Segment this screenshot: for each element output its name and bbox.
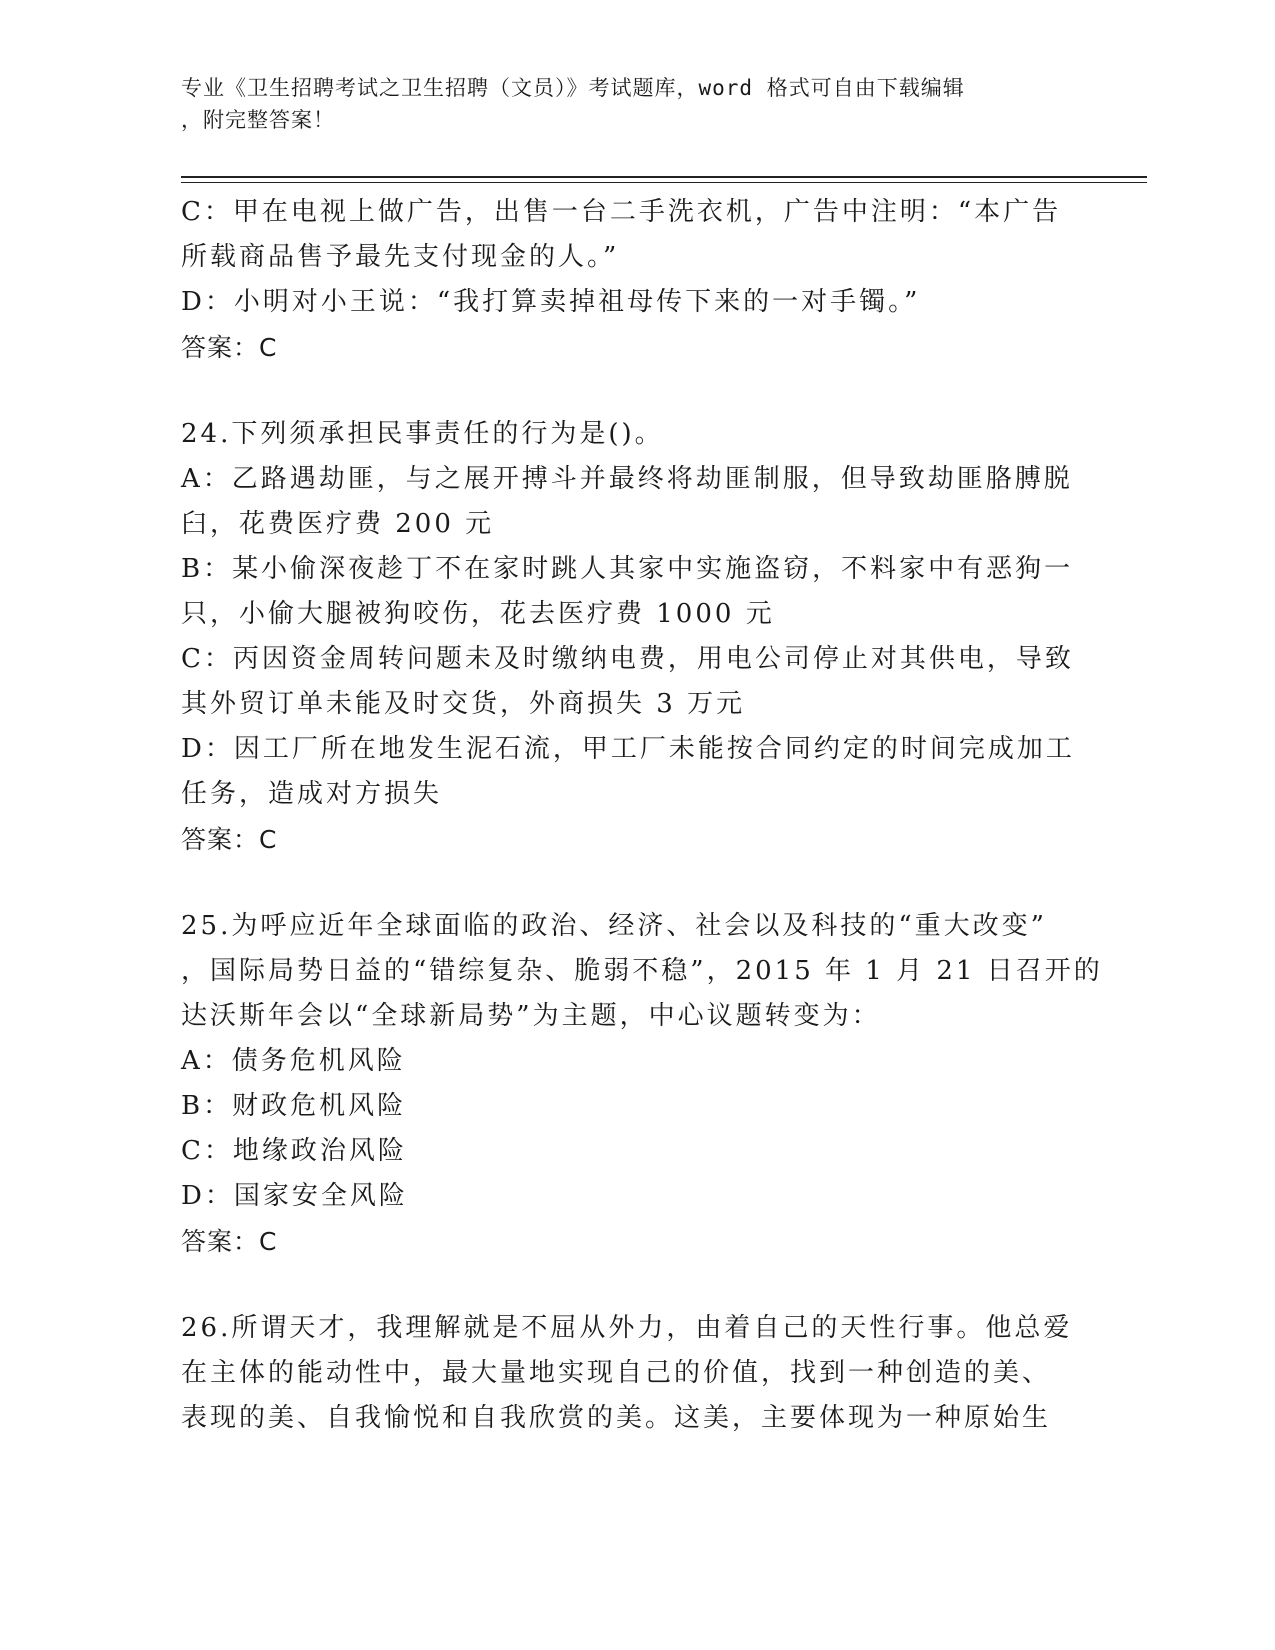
option-a-line: A：债务危机风险 — [181, 1046, 406, 1076]
option-b-line: B：某小偷深夜趁丁不在家时跳人其家中实施盗窃，不料家中有恶狗一 — [181, 554, 1074, 584]
header-line-2: ，附完整答案！ — [181, 108, 335, 132]
question-stem: 表现的美、自我愉悦和自我欣赏的美。这美，主要体现为一种原始生 — [181, 1403, 1052, 1433]
question-25 — [181, 904, 1103, 1264]
option-c-line: C：丙因资金周转问题未及时缴纳电费，用电公司停止对其供电，导致 — [181, 644, 1074, 674]
option-c-line: C：甲在电视上做广告，出售一台二手洗衣机，广告中注明：“本广告 — [181, 197, 1062, 227]
header-divider-thin — [181, 182, 1147, 183]
option-a-line: 臼，花费医疗费 200 元 — [181, 509, 495, 539]
question-24 — [181, 412, 1081, 862]
spacer — [181, 370, 1081, 412]
option-c-line: 所载商品售予最先支付现金的人。” — [181, 242, 620, 272]
option-d-line: D：因工厂所在地发生泥石流，甲工厂未能按合同约定的时间完成加工 — [181, 734, 1075, 764]
question-23 — [181, 190, 1081, 370]
option-b-line: B：财政危机风险 — [181, 1091, 407, 1121]
option-c-line: C：地缘政治风险 — [181, 1136, 407, 1166]
document-header — [181, 72, 1061, 136]
answer-line: 答案：C — [181, 1227, 278, 1256]
answer-line: 答案：C — [181, 825, 278, 854]
question-stem: ，国际局势日益的“错综复杂、脆弱不稳”，2015 年 1 月 21 日召开的 — [181, 956, 1103, 986]
document-body — [181, 190, 1103, 1441]
option-d-line: 任务，造成对方损失 — [181, 779, 443, 809]
question-stem: 在主体的能动性中，最大量地实现自己的价值，找到一种创造的美、 — [181, 1358, 1052, 1388]
question-stem: 25.为呼应近年全球面临的政治、经济、社会以及科技的“重大改变” — [181, 911, 1047, 941]
spacer — [181, 862, 1081, 904]
question-26 — [181, 1306, 1081, 1441]
option-a-line: A：乙路遇劫匪，与之展开搏斗并最终将劫匪制服，但导致劫匪胳膊脱 — [181, 464, 1073, 494]
option-b-line: 只，小偷大腿被狗咬伤，花去医疗费 1000 元 — [181, 599, 775, 629]
question-stem: 24.下列须承担民事责任的行为是()。 — [181, 419, 664, 449]
answer-line: 答案：C — [181, 333, 278, 362]
option-d-line: D：小明对小王说：“我打算卖掉祖母传下来的一对手镯。” — [181, 287, 921, 317]
header-divider — [181, 176, 1147, 178]
question-stem: 达沃斯年会以“全球新局势”为主题，中心议题转变为： — [181, 1001, 881, 1031]
question-stem: 26.所谓天才，我理解就是不屈从外力，由着自己的天性行事。他总爱 — [181, 1313, 1073, 1343]
spacer — [181, 1264, 1081, 1306]
option-c-line: 其外贸订单未能及时交货，外商损失 3 万元 — [181, 689, 746, 719]
header-line-1: 专业《卫生招聘考试之卫生招聘（文员）》考试题库，word 格式可自由下载编辑 — [181, 76, 965, 100]
option-d-line: D：国家安全风险 — [181, 1181, 408, 1211]
